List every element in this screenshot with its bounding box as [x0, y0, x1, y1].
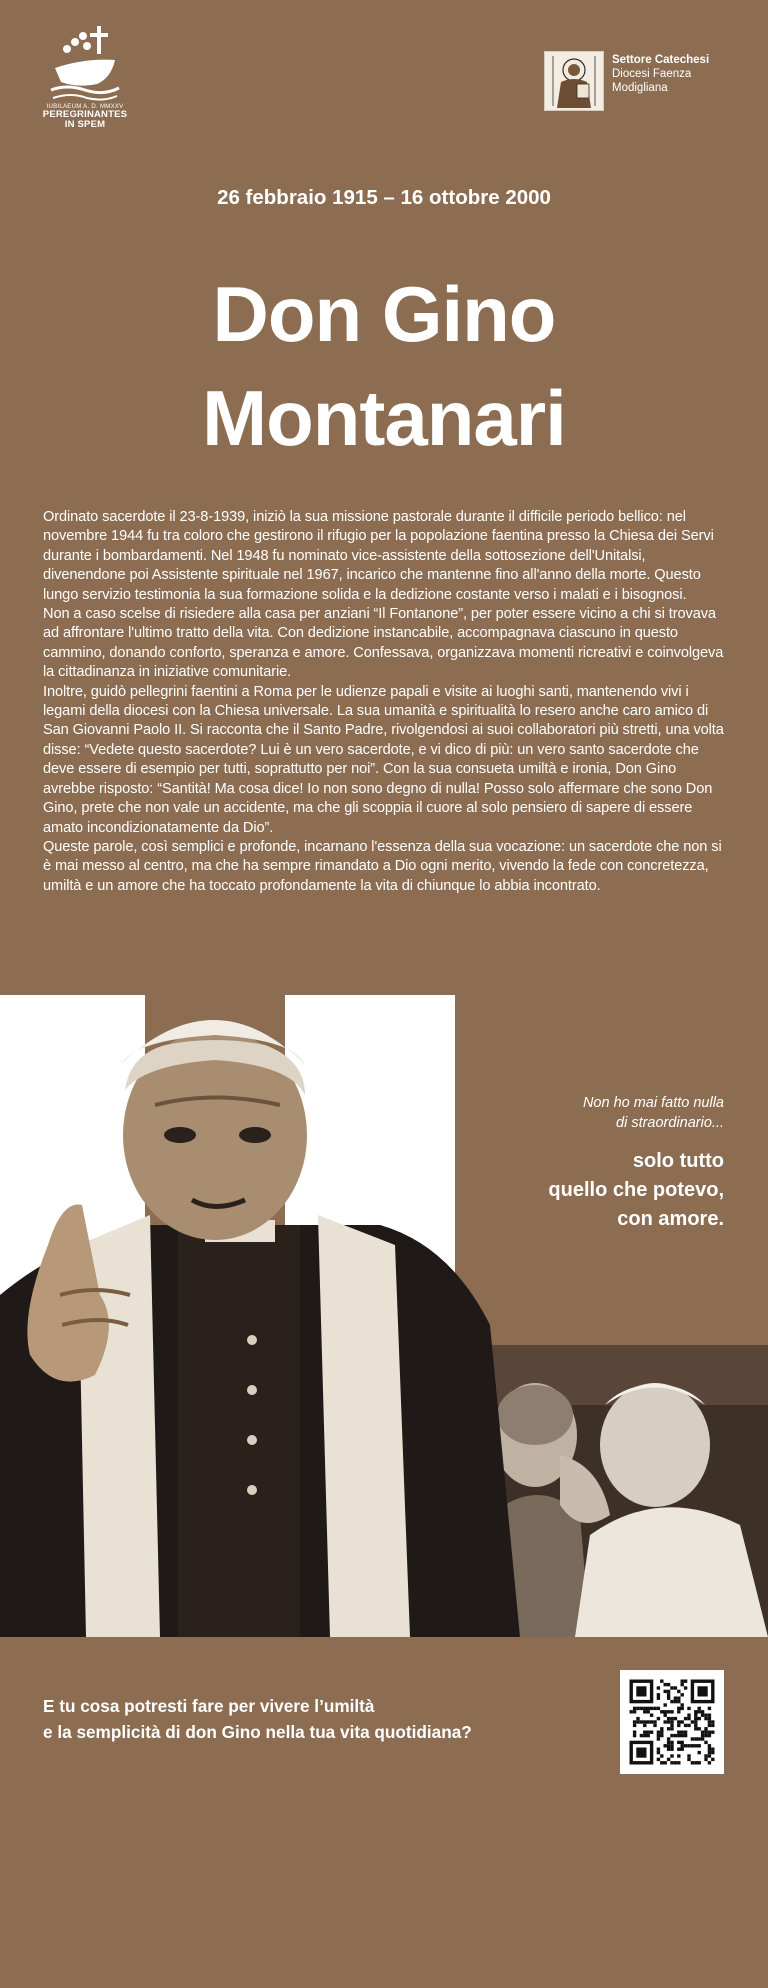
settore-name: Settore Catechesi — [612, 54, 710, 66]
biography-paragraph: Non a caso scelse di risiedere alla casa per anziani “Il Fontanone”, per poter essere vicino a chi si trovava ad affrontare l'ultimo tratto della vita. Con dedizione instancabile, accompagnava ciascuno in questo cammino, donando conforto, speranza e amore. Confessava, organizzava momenti ricreativi e coinvolgeva la cittadinanza in iniziative comunitarie. — [43, 606, 724, 681]
question-line-2: e la semplicità di don Gino nella tua vita quotidiana? — [43, 1722, 472, 1742]
qr-code[interactable] — [620, 1670, 724, 1774]
biography-text — [43, 508, 725, 896]
jubilee-motto-line1: PEREGRINANTES — [42, 109, 128, 120]
quote-italic-line-1: Non ho mai fatto nulla — [582, 1095, 724, 1111]
christ-icon — [545, 52, 603, 110]
quote-italic-line-2: di straordinario... — [616, 1115, 724, 1131]
title-line-2: Montanari — [202, 374, 566, 462]
diocese-name-2: Modigliana — [612, 82, 668, 94]
quote-bold-line-2: quello che potevo, — [548, 1179, 724, 1201]
icon-image — [544, 51, 604, 111]
quote-bold-text — [548, 1147, 724, 1234]
biography-paragraph: Inoltre, guidò pellegrini faentini a Roma per le udienze papali e visite ai luoghi santi, mantenendo vivi i legami della diocesi con la Chiesa universale. La sua umanità e spiritualità lo resero anche caro amico di San Giovanni Paolo II. Si racconta che il Santo Padre, rivolgendosi ai suoi collaboratori più stretti, una volta disse: “Vedete questo sacerdote? Lui è un vero sacerdote, e vi dico di più: un vero santo sacerdote che deve essere di esempio per tutti, soprattutto per noi”. Con la sua consueta umiltà e ironia, Don Gino avrebbe risposto: “Santità! Ma cosa dice! Io non sono degno di nulla! Posso solo affermare che sono Don Gino, prete che non vale un accidente, ma che gli scoppia il cuore al solo pensiero di sapere di essere amato incondizionatamente da Dio”. — [43, 683, 724, 836]
reflection-question — [43, 1693, 472, 1745]
photo-band — [0, 995, 768, 1637]
diocese-name: Diocesi Faenza — [612, 68, 692, 80]
jubilee-logo — [40, 24, 130, 130]
quote-block — [548, 1093, 724, 1234]
qr-code-icon — [620, 1670, 724, 1774]
settore-catechesi-logo — [544, 51, 709, 111]
life-dates: 26 febbraio 1915 – 16 ottobre 2000 — [217, 186, 551, 209]
page-title — [0, 262, 768, 470]
title-line-1: Don Gino — [212, 270, 556, 358]
jubilee-motto-line2: IN SPEM — [64, 119, 106, 130]
biography-paragraph: Queste parole, così semplici e profonde, incarnano l'essenza della sua vocazione: un sacerdote che non si è mai messo al centro, ma che ha sempre rimandato a Dio ogni merito, vivendo la fede con concretezza, umiltà e un amore che ha toccato profondamente la vita di chiunque lo abbia incontrato. — [43, 838, 722, 894]
settore-text — [612, 51, 709, 95]
jubilee-emblem-icon — [47, 24, 123, 102]
quote-bold-line-1: solo tutto — [632, 1150, 724, 1172]
question-line-1: E tu cosa potresti fare per vivere l’umiltà — [43, 1696, 375, 1716]
biography-paragraph: Ordinato sacerdote il 23-8-1939, iniziò la sua missione pastorale durante il difficile periodo bellico: nel novembre 1944 fu tra coloro che gestirono il rifugio per la popolazione faentina presso la Chiesa dei Servi durante i bombardamenti. Nel 1948 fu nominato vice-assistente della sottosezione dell'Unitalsi, divenendone poi Assistente spirituale nel 1967, incarico che mantenne fino all'anno della morte. Questo lungo servizio testimonia la sua formazione solida e la dedizione costante verso i malati e i bisognosi. — [43, 509, 714, 603]
quote-bold-line-3: con amore. — [617, 1208, 724, 1230]
jubilee-subtitle: IUBILAEUM A. D. MMXXV — [46, 104, 124, 110]
